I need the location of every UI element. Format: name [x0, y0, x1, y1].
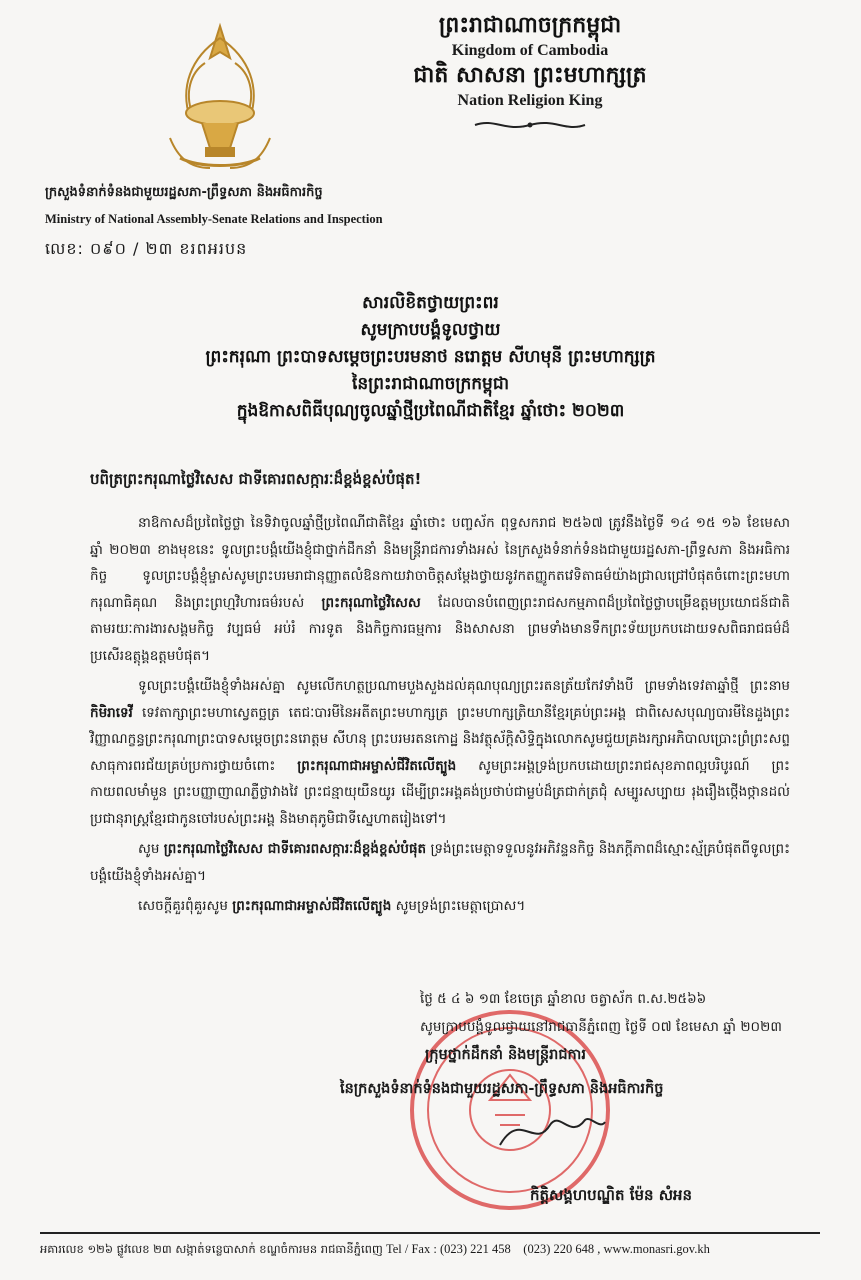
letter-titles — [0, 290, 861, 425]
motto-kh: ជាតិ សាសនា ព្រះមហាក្សត្រ — [413, 63, 647, 88]
paragraph-1: នាឱកាសដ៏ប្រពៃថ្លៃថ្លា នៃទិវាចូលឆ្នាំថ្មីប្រពៃណីជាតិខ្មែរ ឆ្នាំថោះ បញ្ចស័ក ពុទ្ធសករាជ ២៥៦៧ ត្រូវនឹងថ្ងៃទី ១៤ ១៥ ១៦ ខែមេសា ឆ្នាំ ២០២៣ ខាងមុខនេះ ទូលព្រះបង្គំយើងខ្ញុំជាថ្នាក់ដឹកនាំ និងមន្ត្រីរាជការទាំងអស់ នៃក្រសួងទំនាក់ទំនងជាមួយរដ្ឋសភា-ព្រឹទ្ធសភា និងអធិការកិច្ច ទូលព្រះបង្គំខ្ញុំម្ចាស់សូមព្រះបរមរាជានុញ្ញាតលំឱនកាយវាចាចិត្តសម្តែងថ្វាយនូវកតញ្ញូកតវេទិតាធម៌យ៉ាងជ្រាលជ្រៅបំផុតចំពោះព្រះមហាករុណាធិគុណ និងព្រះព្រហ្មវិហារធម៌របស់ ព្រះករុណាថ្លៃវិសេស ដែលបានបំពេញព្រះរាជសកម្មភាពដ៏ប្រពៃថ្លៃថ្លាបម្រើឧត្តមប្រយោជន៍ជាតិ តាមរយៈការងារសង្គមកិច្ច វប្បធម៌ អប់រំ ការទូត និងកិច្ចការធម្មការ និងសាសនា ព្រមទាំងមានទឹកព្រះទ័យប្រកបដោយទសពិធរាជធម៌ដ៏ប្រសើរឧត្តុង្គឧត្តមបំផុត។ — [90, 515, 790, 664]
signer-name: កិត្តិសង្គហបណ្ឌិត ម៉ែន សំអន — [530, 1186, 693, 1204]
solar-date: សូមក្រាបបង្គំទូលថ្វាយនៅរាជធានីភ្នំពេញ ថ្ងៃទី ០៧ ខែមេសា ឆ្នាំ ២០២៣ — [420, 1019, 782, 1035]
national-header — [380, 12, 680, 136]
ministry-name-en: Ministry of National Assembly-Senate Relations and Inspection — [45, 212, 383, 226]
reference-number: លេខ: ០៩០ / ២៣ ខរពអរបន — [45, 239, 248, 258]
title-line: សារលិខិតថ្វាយព្រះពរ — [362, 293, 499, 313]
royal-emblem-icon — [150, 18, 290, 188]
footer-contact: អគារលេខ ១២៦ ផ្លូវលេខ ២៣ សង្កាត់ទន្លេបាសាក់ ខណ្ឌចំការមន រាជធានីភ្នំពេញ Tel / Fax : (023) 221 458 (023) 220 648 , www.monasri.gov.kh — [40, 1242, 710, 1256]
bold-term: ព្រះករុណាជាអម្ចាស់ជីវិតលើត្បូង — [297, 757, 457, 774]
signatory-group-line1: ក្រុមថ្នាក់ដឹកនាំ និងមន្ត្រីរាជការ — [425, 1047, 586, 1063]
salutation: បពិត្រព្រះករុណាថ្លៃវិសេស ជាទីគោរពសក្ការៈដ៏ខ្ពង់ខ្ពស់បំផុត! — [90, 470, 422, 488]
lunar-date: ថ្ងៃ ៥ ៤ ៦ ១៣ ខែចេត្រ ឆ្នាំខាល ចត្វាស័ក ព.ស.២៥៦៦ — [420, 991, 707, 1007]
letter-body — [90, 510, 790, 924]
signatory-group-line2: នៃក្រសួងទំនាក់ទំនងជាមួយរដ្ឋសភា-ព្រឹទ្ធសភា និងអធិការកិច្ច — [340, 1081, 664, 1097]
footer-tel-label: Tel / Fax — [385, 1242, 431, 1256]
footer-website[interactable]: www.monasri.gov.kh — [603, 1242, 710, 1256]
bold-term: កិមិរាទេវី — [90, 704, 133, 721]
handwritten-signature — [490, 1100, 610, 1160]
footer-divider — [40, 1232, 820, 1234]
kingdom-kh: ព្រះរាជាណាចក្រកម្ពុជា — [438, 13, 622, 38]
title-line: សូមក្រាបបង្គំទូលថ្វាយ — [360, 320, 501, 340]
title-line: ព្រះករុណា ព្រះបាទសម្តេចព្រះបរមនាថ នរោត្តម សីហមុនី ព្រះមហាក្សត្រ — [205, 347, 656, 367]
ministry-name-kh: ក្រសួងទំនាក់ទំនងជាមួយរដ្ឋសភា-ព្រឹទ្ធសភា និងអធិការកិច្ច — [45, 185, 323, 200]
footer-phone-1: (023) 221 458 — [439, 1242, 511, 1256]
paragraph-4: សេចក្តីគួរពុំគួរសូម ព្រះករុណាជាអម្ចាស់ជីវិតលើត្បូង សូមទ្រង់ព្រះមេត្តាប្រោស។ — [138, 898, 526, 914]
bold-term: ព្រះករុណាថ្លៃវិសេស — [321, 594, 421, 611]
bold-term: ព្រះករុណាជាអម្ចាស់ជីវិតលើត្បូង — [232, 898, 392, 914]
kingdom-en: Kingdom of Cambodia — [451, 42, 609, 59]
footer-phone-2: (023) 220 648 — [523, 1242, 595, 1256]
bold-term: ព្រះករុណាថ្លៃវិសេស ជាទីគោរពសក្ការៈដ៏ខ្ពង់ខ្ពស់បំផុត — [163, 841, 427, 857]
footer-address: អគារលេខ ១២៦ ផ្លូវលេខ ២៣ សង្កាត់ទន្លេបាសាក់ ខណ្ឌចំការមន រាជធានីភ្នំពេញ — [40, 1242, 383, 1256]
title-line: ក្នុងឱកាសពិធីបុណ្យចូលឆ្នាំថ្មីប្រពៃណីជាតិខ្មែរ ឆ្នាំថោះ ២០២៣ — [236, 401, 625, 421]
motto-en: Nation Religion King — [457, 92, 603, 109]
paragraph-2: ទូលព្រះបង្គំយើងខ្ញុំទាំងអស់គ្នា សូមលើកហត្ថប្រណាមបួងសួងដល់គុណបុណ្យព្រះរតនត្រ័យកែវទាំងបី ព្រមទាំងទេវតាឆ្នាំថ្មី ព្រះនាម កិមិរាទេវី ទេវតាក្សាព្រះមហាស្វេតច្ឆត្រ តេជៈបារមីនៃអតីតព្រះមហាក្សត្រ ព្រះមហាក្សត្រិយានីខ្មែរគ្រប់ព្រះអង្គ ជាពិសេសបុណ្យបារមីនៃដួងព្រះវិញ្ញាណក្ខន្ធព្រះករុណាព្រះបាទសម្តេចព្រះនរោត្តម សីហនុ ព្រះបរមរតនកោដ្ឋ និងវត្ថុស័ក្តិសិទ្ធិក្នុងលោកសូមជួយគ្រងរក្សាអភិបាលប្រោះព្រំព្រះសព្ទសាធុការពរជ័យគ្រប់ប្រការថ្វាយចំពោះ ព្រះករុណាជាអម្ចាស់ជីវិតលើត្បូង សូមព្រះអង្គទ្រង់ប្រកបដោយព្រះរាជសុខភាពល្អបរិបូរណ៍ ព្រះកាយពលមាំមួន ព្រះបញ្ញាញាណភ្លឺថ្លាវាងវៃ ព្រះជន្មាយុយឺនយូរ ដើម្បីព្រះអង្គគង់ប្រថាប់ជាម្លប់ដ៏ត្រជាក់ត្រជុំ សម្បូរសប្បាយ រុងរឿងថ្កើងថ្កានដល់ប្រជានុរាស្រ្តខ្មែរជាកូនចៅរបស់ព្រះអង្គ និងមាតុភូមិជាទីស្នេហាតរៀងទៅ។ — [90, 678, 790, 827]
ornament-divider-icon — [470, 118, 590, 132]
title-line: នៃព្រះរាជាណាចក្រកម្ពុជា — [351, 374, 510, 394]
paragraph-3: សូម ព្រះករុណាថ្លៃវិសេស ជាទីគោរពសក្ការៈដ៏ខ្ពង់ខ្ពស់បំផុត ទ្រង់ព្រះមេត្តាទទួលនូវអភិវន្ទនកិច្ច និងភក្តីភាពដ៏ស្មោះស្ម័គ្របំផុតពីទូលព្រះបង្គំយើងខ្ញុំទាំងអស់គ្នា។ — [90, 841, 791, 884]
